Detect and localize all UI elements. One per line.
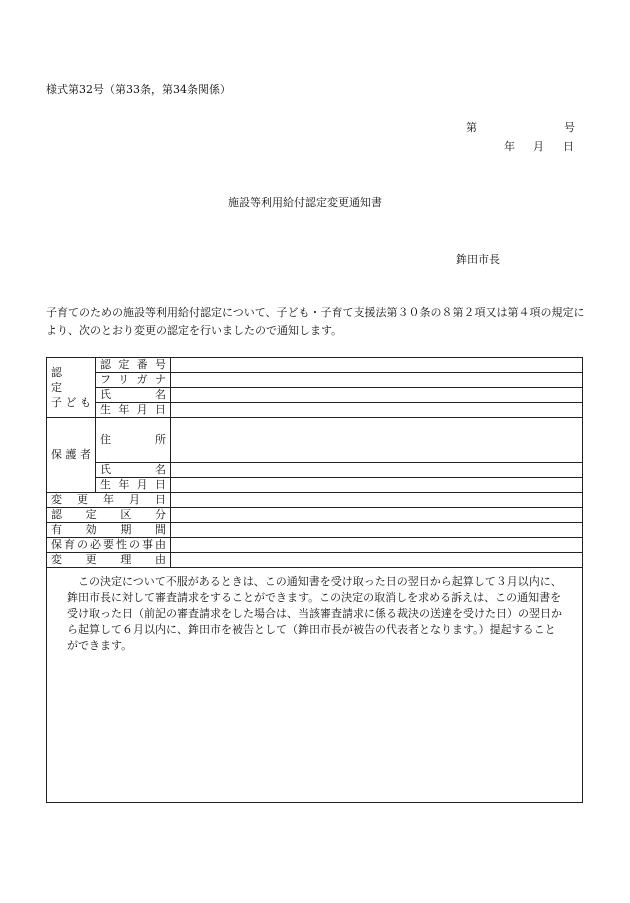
table-row: [47, 388, 583, 403]
table-row: [47, 493, 583, 508]
cert-category-value: [171, 508, 583, 523]
date-month: 月: [533, 140, 544, 153]
table-row: [47, 418, 583, 463]
appeal-notice-text: この決定について不服があるときは、この通知書を受け取った日の翌日から起算して３月以内に、鉾田市長に対して審査請求をすることができます。この決定の取消しを求める訴えは、この通知書を受け取った日（前記の審査請求をした場合は、当該審査請求に係る裁決の送達を受けた日）の翌日から起算して６月以内に、鉾田市を被告として（鉾田市長が被告の代表者となります。）提起することができます。: [67, 575, 562, 652]
cert-number-value: [171, 358, 583, 373]
child-group-line2: 子ども: [51, 396, 91, 409]
table-row: [47, 508, 583, 523]
appeal-notice-box: [46, 568, 583, 803]
table-row: [47, 538, 583, 553]
table-row: [47, 403, 583, 418]
table-row: [47, 523, 583, 538]
furigana-value: [171, 373, 583, 388]
guardian-name-label: 氏 名: [96, 463, 171, 478]
table-row: [47, 373, 583, 388]
child-group-label: [47, 358, 96, 418]
form-number: 様式第32号（第33条，第34条関係）: [46, 83, 231, 96]
date-year: 年: [504, 140, 515, 153]
guardian-birthdate-label: 生年月日: [96, 478, 171, 493]
table-row: [47, 553, 583, 568]
issuer: 鉾田市長: [456, 253, 500, 266]
change-date-value: [171, 493, 583, 508]
guardian-name-value: [171, 463, 583, 478]
care-reason-value: [171, 538, 583, 553]
address-label: 住 所: [96, 418, 171, 463]
change-reason-value: [171, 553, 583, 568]
table-row: [47, 463, 583, 478]
birthdate-label: 生年月日: [96, 403, 171, 418]
table-row: [47, 358, 583, 373]
furigana-label: フリガナ: [96, 373, 171, 388]
number-prefix: 第: [466, 121, 477, 134]
birthdate-value: [171, 403, 583, 418]
valid-period-label: 有効期間: [47, 523, 171, 538]
valid-period-value: [171, 523, 583, 538]
table-row: [47, 478, 583, 493]
cert-number-label: 認定番号: [96, 358, 171, 373]
date-day: 日: [563, 140, 574, 153]
address-value: [171, 418, 583, 463]
child-group-line1: 認 定: [51, 366, 84, 394]
change-date-label: 変更年月日: [47, 493, 171, 508]
cert-category-label: 認定区分: [47, 508, 171, 523]
care-reason-label: 保育の必要性の事由: [47, 538, 171, 553]
document-title: 施設等利用給付認定変更通知書: [228, 196, 382, 209]
change-reason-label: 変更理由: [47, 553, 171, 568]
name-value: [171, 388, 583, 403]
intro-paragraph: 子育てのための施設等利用給付認定について、子ども・子育て支援法第３０条の８第２項又は第４項の規定により、次のとおり変更の認定を行いましたので通知します。: [46, 306, 585, 337]
name-label: 氏 名: [96, 388, 171, 403]
certification-table: [46, 357, 583, 568]
number-suffix: 号: [564, 121, 575, 134]
guardian-birthdate-value: [171, 478, 583, 493]
guardian-group-label: 保護者: [47, 418, 96, 493]
